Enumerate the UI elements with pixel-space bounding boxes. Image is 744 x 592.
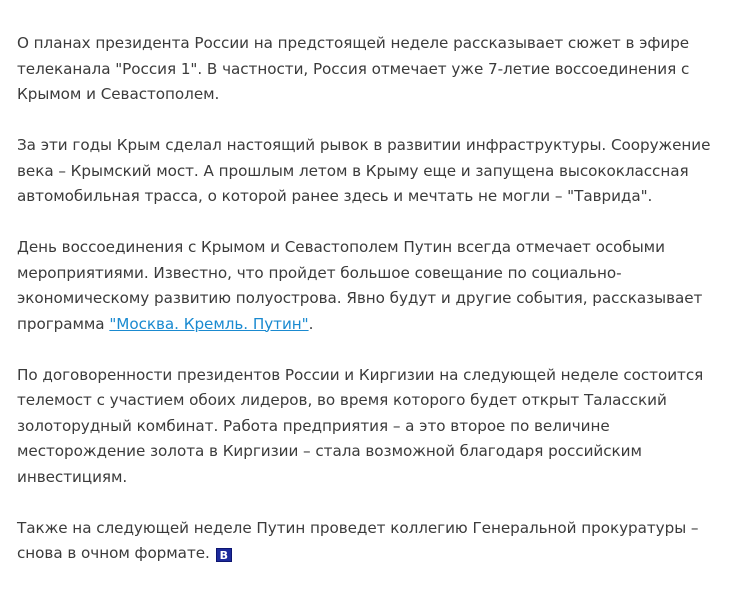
paragraph-1: О планах президента России на предстоящей неделе рассказывает сюжет в эфире телеканала "Россия 1". В частности, Россия отмечает уже 7-летие воссоединения с Крымом и Севастополем. bbox=[17, 34, 690, 103]
article-body bbox=[17, 31, 717, 592]
paragraph-5 bbox=[17, 516, 717, 567]
paragraph-3-text: День воссоединения с Крымом и Севастополем Путин всегда отмечает особыми мероприятиями. Известно, что пройдет большое совещание по социально-экономическому развитию полуострова. Явно будут и другие события, рассказывает программа bbox=[17, 238, 703, 333]
source-badge-icon[interactable]: В bbox=[216, 548, 232, 562]
paragraph-4: По договоренности президентов России и Киргизии на следующей неделе состоится телемост с участием обоих лидеров, во время которого будет открыт Таласский золоторудный комбинат. Работа предприятия – а это второе по величине месторождение золота в Киргизии – стала возможной благодаря российским инвестициям. bbox=[17, 365, 704, 486]
paragraph-3-end: . bbox=[308, 314, 314, 333]
program-link[interactable]: "Москва. Кремль. Путин" bbox=[109, 314, 309, 333]
paragraph-3 bbox=[17, 235, 717, 337]
paragraph-2: За эти годы Крым сделал настоящий рывок в развитии инфраструктуры. Сооружение века – Крымский мост. А прошлым летом в Крыму еще и запущена высококлассная автомобильная трасса, о которой ранее здесь и мечтать не могли – "Таврида". bbox=[17, 136, 711, 205]
paragraph-5-text: Также на следующей неделе Путин проведет коллегию Генеральной прокуратуры – снова в очном формате. bbox=[17, 518, 699, 562]
